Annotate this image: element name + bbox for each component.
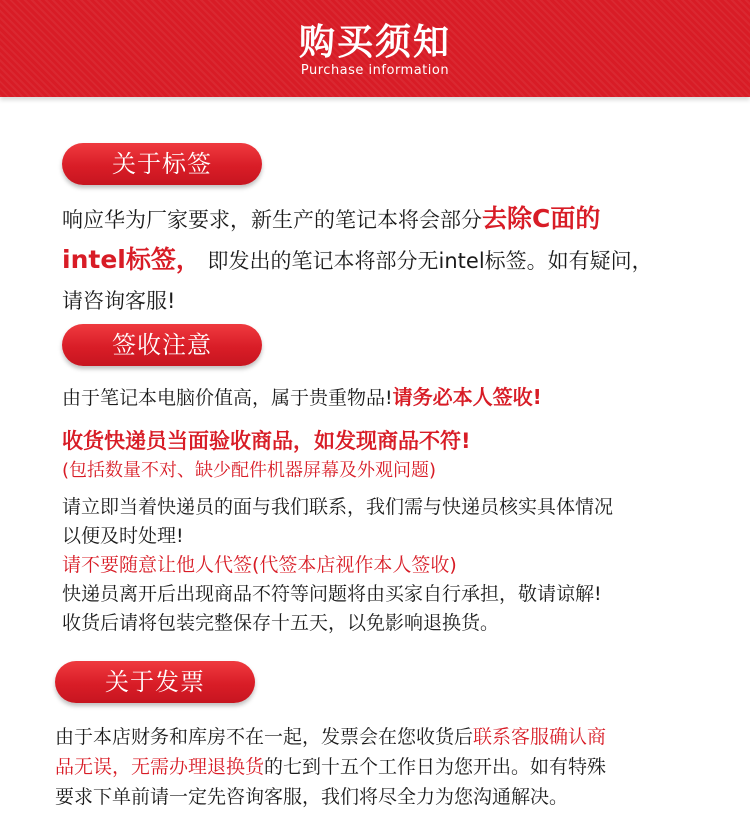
invoice-line-1-text: 由于本店财务和库房不在一起，发票会在您收货后 — [55, 726, 474, 748]
signing-line-6: 请不要随意让他人代签(代签本店视作本人签收) — [62, 554, 457, 576]
header-banner — [0, 0, 750, 97]
signing-line-1-text: 由于笔记本电脑价值高，属于贵重物品! — [62, 387, 393, 409]
tag-line-2 — [62, 240, 722, 281]
invoice-line-1 — [55, 722, 735, 752]
signing-line-4: 请立即当着快递员的面与我们联系，我们需与快递员核实具体情况 — [62, 496, 614, 518]
invoice-notice-text — [55, 722, 735, 812]
page-subtitle: Purchase information — [300, 63, 450, 78]
tag-line-1-text: 响应华为厂家要求，新生产的笔记本将会部分 — [62, 208, 482, 232]
signing-line-8: 收货后请将包装完整保存十五天，以免影响退换货。 — [62, 612, 500, 634]
signing-line-3: (包括数量不对、缺少配件机器屏幕及外观问题) — [62, 460, 437, 481]
signing-line-5: 以便及时处理! — [62, 525, 184, 547]
signing-line-1 — [62, 380, 722, 415]
signing-line-2: 收货快递员当面验收商品，如发现商品不符! — [62, 429, 471, 453]
section-label-signing: 签收注意 — [62, 324, 262, 366]
tag-notice-text — [62, 199, 722, 321]
tag-highlight-2: intel标签， — [62, 245, 201, 274]
tag-highlight-1: 去除C面的 — [482, 204, 601, 233]
invoice-line-3: 要求下单前请一定先咨询客服，我们将尽全力为您沟通解决。 — [55, 786, 569, 808]
signing-line-7: 快递员离开后出现商品不符等问题将由买家自行承担，敬请谅解! — [62, 583, 602, 605]
tag-line-3: 请咨询客服! — [62, 289, 176, 313]
tag-line-1 — [62, 199, 722, 240]
signing-highlight: 请务必本人签收! — [392, 385, 542, 409]
invoice-line-2 — [55, 752, 735, 782]
invoice-highlight-2: 品无误，无需办理退换货 — [55, 756, 265, 778]
section-label-tag: 关于标签 — [62, 143, 262, 185]
section-label-invoice: 关于发票 — [55, 661, 255, 703]
tag-line-2-text: 即发出的笔记本将部分无intel标签。如有疑问， — [207, 249, 653, 273]
invoice-line-2-text: 的七到十五个工作日为您开出。如有特殊 — [264, 756, 607, 778]
invoice-highlight-1: 联系客服确认商 — [473, 726, 607, 748]
page-title: 购买须知 — [298, 22, 451, 63]
